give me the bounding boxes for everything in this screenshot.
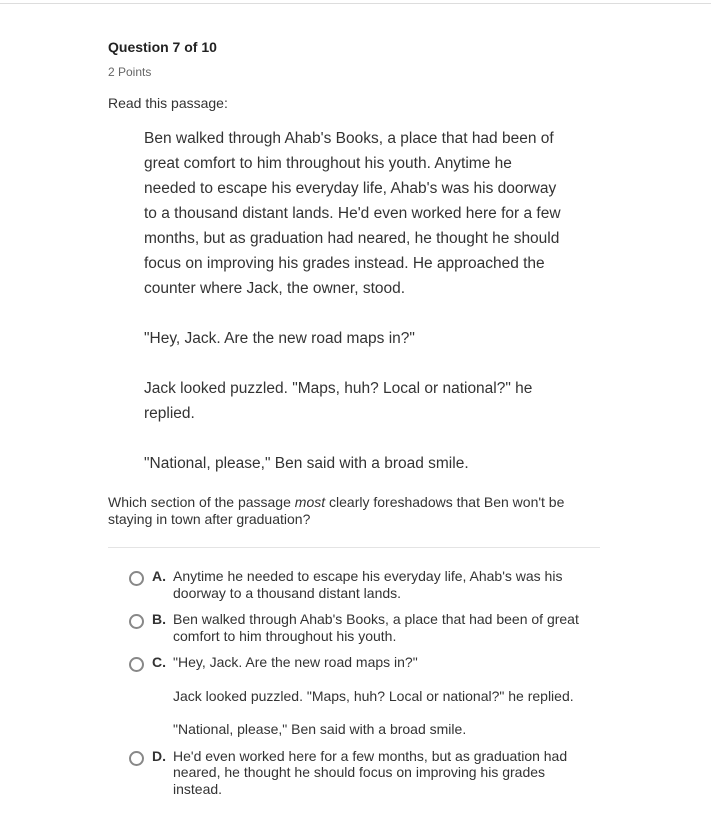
option-c-text bbox=[173, 654, 593, 738]
option-b-text bbox=[173, 611, 593, 644]
option-a-letter: A. bbox=[152, 568, 166, 584]
passage-paragraph-3: Jack looked puzzled. "Maps, huh? Local or national?" he replied. bbox=[144, 380, 533, 422]
radio-button-b[interactable] bbox=[129, 614, 144, 629]
question-card bbox=[108, 38, 603, 807]
option-b[interactable] bbox=[129, 611, 603, 644]
option-a-line-1: Anytime he needed to escape his everyday life, Ahab's was his doorway to a thousand distant lands. bbox=[173, 568, 563, 601]
passage-paragraph-1: Ben walked through Ahab's Books, a place that had been of great comfort to him throughout his youth. Anytime he needed to escape his everyday life, Ahab's was his doorway to a thousand distant lands. He'd even worked here for a few months, but as graduation had neared, he thought he should focus on improving his grades instead. He approached the counter where Jack, the owner, stood. bbox=[144, 130, 561, 297]
instruction-text: Read this passage: bbox=[108, 95, 228, 111]
passage-paragraph-4: "National, please," Ben said with a broad smile. bbox=[144, 455, 469, 472]
answer-options bbox=[129, 568, 603, 797]
option-b-letter: B. bbox=[152, 611, 166, 627]
divider bbox=[108, 547, 600, 548]
top-border bbox=[0, 0, 711, 4]
question-points: 2 Points bbox=[108, 65, 152, 79]
option-c-letter: C. bbox=[152, 654, 166, 670]
prompt-after: clearly foreshadows that Ben won't be staying in town after graduation? bbox=[108, 494, 565, 527]
option-b-line-1: Ben walked through Ahab's Books, a place that had been of great comfort to him throughout his youth. bbox=[173, 611, 579, 644]
option-d-text bbox=[173, 748, 593, 798]
prompt-before: Which section of the passage bbox=[108, 494, 295, 510]
prompt-emphasis: most bbox=[294, 494, 326, 510]
question-prompt bbox=[108, 494, 603, 528]
option-c-line-2: Jack looked puzzled. "Maps, huh? Local or national?" he replied. bbox=[173, 687, 574, 704]
option-a-text bbox=[173, 568, 593, 601]
radio-button-d[interactable] bbox=[129, 751, 144, 766]
passage bbox=[144, 126, 564, 476]
option-d-letter: D. bbox=[152, 747, 166, 764]
option-a[interactable] bbox=[129, 568, 603, 601]
option-c-line-3: "National, please," Ben said with a broad smile. bbox=[173, 721, 467, 737]
passage-paragraph-2: "Hey, Jack. Are the new road maps in?" bbox=[144, 330, 415, 347]
radio-button-a[interactable] bbox=[129, 571, 144, 586]
radio-button-c[interactable] bbox=[129, 657, 144, 672]
option-d[interactable] bbox=[129, 748, 603, 798]
option-d-line-1: He'd even worked here for a few months, but as graduation had neared, he thought he should focus on improving his grades instead. bbox=[173, 747, 568, 797]
option-c-line-1: "Hey, Jack. Are the new road maps in?" bbox=[173, 654, 418, 670]
option-c[interactable] bbox=[129, 654, 603, 738]
question-title: Question 7 of 10 bbox=[108, 39, 217, 55]
